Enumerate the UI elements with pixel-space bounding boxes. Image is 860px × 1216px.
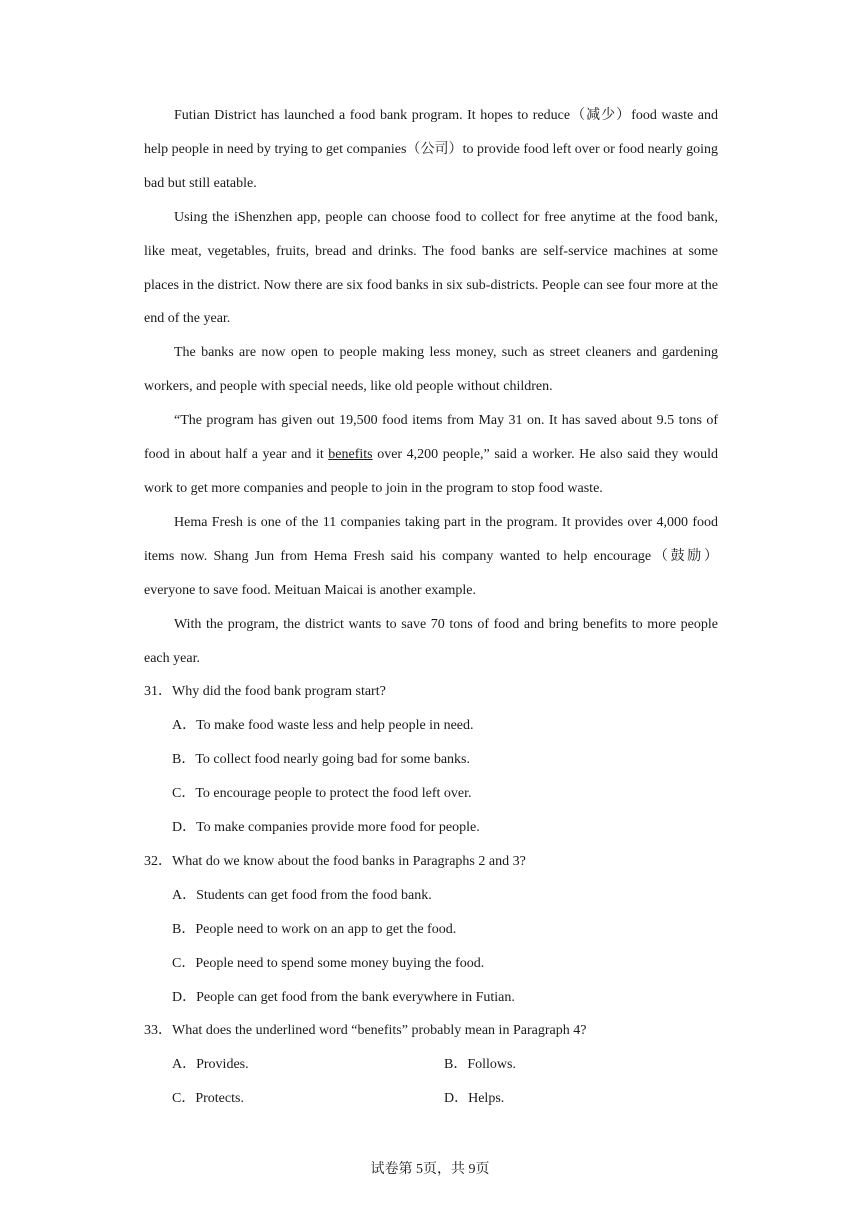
paragraph-4 bbox=[144, 404, 718, 506]
paragraph-5: Hema Fresh is one of the 11 companies taking part in the program. It provides over 4,000 food items now. Shang Jun from Hema Fresh said his company wanted to help encourage（鼓励） everyone to save food. Meituan Maicai is another example. bbox=[144, 514, 718, 598]
option-c: C．To encourage people to protect the food left over. bbox=[172, 786, 472, 802]
question-33 bbox=[144, 1014, 718, 1116]
option-d: D．People can get food from the bank everywhere in Futian. bbox=[172, 989, 515, 1005]
paragraph-1: Futian District has launched a food bank program. It hopes to reduce（减少）food waste and help people in need by trying to get companies（公司）to provide food left over or food nearly going bad but still eatable. bbox=[144, 108, 718, 191]
question-31 bbox=[144, 675, 718, 845]
option-c: C．People need to spend some money buying the food. bbox=[172, 955, 485, 971]
question-stem: 32．What do we know about the food banks in Paragraphs 2 and 3? bbox=[144, 853, 526, 869]
paragraph-4-text-before: “The program has given out 19,500 food items from May 31 on. It has saved about 9.5 tons of food in about half a year and it bbox=[144, 413, 718, 463]
reading-passage bbox=[144, 99, 718, 675]
option-d: D．Helps. bbox=[444, 1091, 505, 1107]
paragraph-2: Using the iShenzhen app, people can choose food to collect for free anytime at the food bank, like meat, vegetables, fruits, bread and drinks. The food banks are self-service machines at some places in the district. Now there are six food banks in six sub-districts. People can see four more at the end of the year. bbox=[144, 209, 718, 327]
option-a: A．Students can get food from the food bank. bbox=[172, 887, 432, 903]
exam-page bbox=[144, 99, 718, 1116]
option-a: A．To make food waste less and help people in need. bbox=[172, 718, 474, 734]
option-b: B．People need to work on an app to get the food. bbox=[172, 921, 457, 937]
question-32 bbox=[144, 845, 718, 1015]
paragraph-4-text-after: over 4,200 people,” said a worker. He also said they would work to get more companies and people to join in the program to stop food waste. bbox=[144, 447, 718, 496]
paragraph-3: The banks are now open to people making less money, such as street cleaners and gardening workers, and people with special needs, like old people without children. bbox=[144, 345, 718, 395]
option-b: B．To collect food nearly going bad for some banks. bbox=[172, 752, 471, 768]
option-a: A．Provides. bbox=[172, 1057, 249, 1073]
page-footer: 试卷第 5页，共 9页 bbox=[370, 1162, 490, 1177]
option-row-2 bbox=[144, 1082, 718, 1116]
option-d: D．To make companies provide more food for people. bbox=[172, 820, 480, 836]
paragraph-6: With the program, the district wants to save 70 tons of food and bring benefits to more people each year. bbox=[144, 616, 718, 666]
option-b: B．Follows. bbox=[444, 1057, 516, 1073]
option-c: C．Protects. bbox=[172, 1091, 244, 1107]
question-stem: 33．What does the underlined word “benefits” probably mean in Paragraph 4? bbox=[144, 1023, 587, 1039]
question-stem: 31．Why did the food bank program start? bbox=[144, 684, 386, 700]
underlined-word-benefits: benefits bbox=[328, 447, 373, 463]
option-row-1 bbox=[144, 1048, 718, 1082]
